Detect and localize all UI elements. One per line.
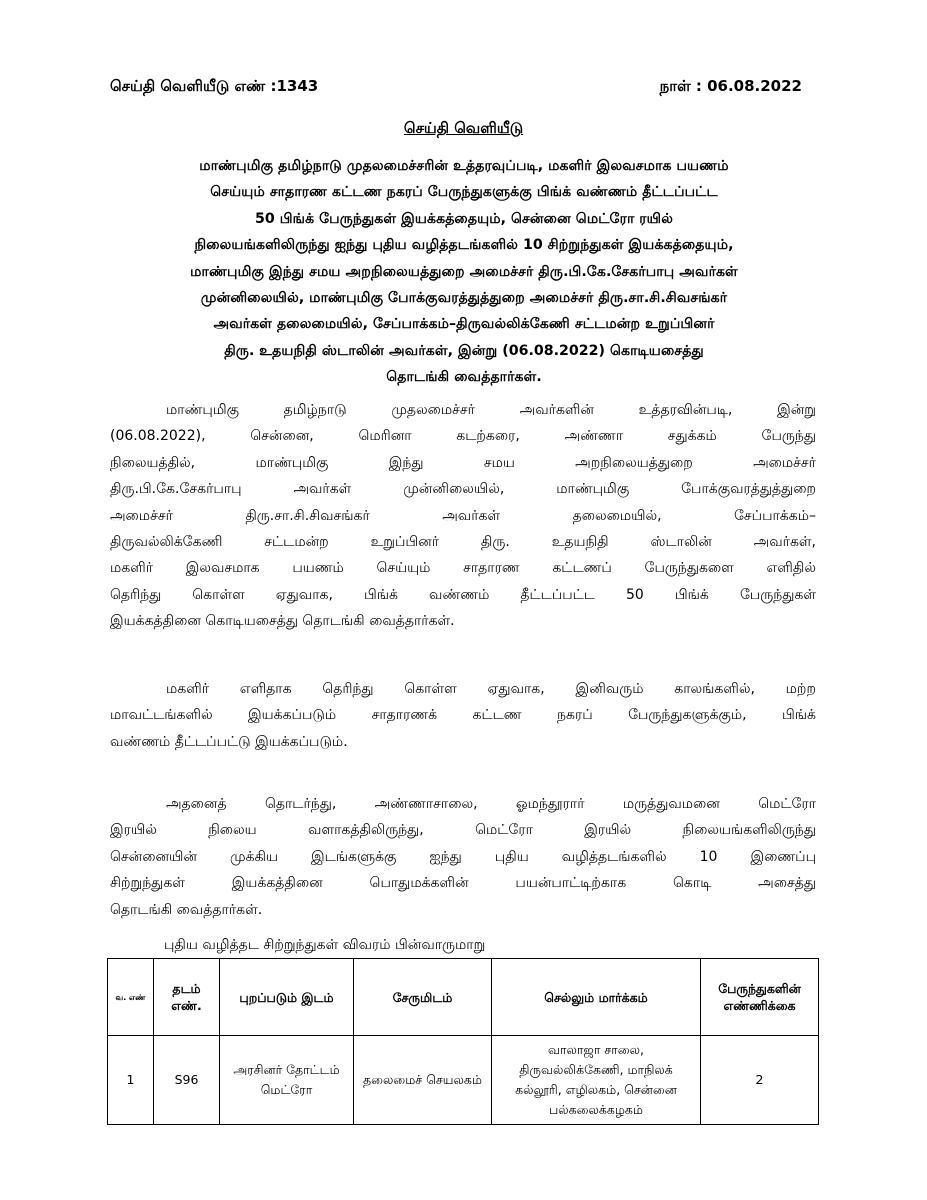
headline-line: மாண்புமிகு தமிழ்நாடு முதலமைச்சரின் உத்தரவுப்படி, மகளிர் இலவசமாக பயணம் xyxy=(199,158,729,174)
paragraph-inauguration xyxy=(110,397,816,635)
headline xyxy=(100,153,828,391)
paragraph-metro-feeder xyxy=(110,791,816,923)
col-header-via: செல்லும் மார்க்கம் xyxy=(492,959,701,1036)
paragraph-other-districts xyxy=(110,676,816,755)
routes-table xyxy=(107,958,819,1125)
table-row xyxy=(108,1036,819,1125)
headline-line: 50 பிங்க் பேருந்துகள் இயக்கத்தையும், சென்னை மெட்ரோ ரயில் xyxy=(255,210,673,227)
paragraph-line: நிலையத்தில், மாண்புமிகு இந்து சமய அறநிலையத்துறை அமைச்சர் xyxy=(110,454,816,471)
paragraph-line: அமைச்சர் திரு.சா.சி.சிவசங்கர் அவர்கள் தலைமையில், சேப்பாக்கம்– xyxy=(110,507,816,524)
col-header-sno: வ. எண் xyxy=(108,959,154,1036)
cell-route-no: S96 xyxy=(154,1036,220,1125)
paragraph-line: மகளிர் இலவசமாக பயணம் செய்யும் சாதாரண கட்டணப் பேருந்துகளை எளிதில் xyxy=(110,560,816,577)
paragraph-line: சிற்றுந்துகள் இயக்கத்தினை பொதுமக்களின் பயன்பாட்டிற்காக கொடி அசைத்து xyxy=(110,875,816,892)
cell-sno: 1 xyxy=(108,1036,154,1125)
paragraph-line: அதனைத் தொடர்ந்து, அண்ணாசாலை, ஓமந்தூரார் மருத்துவமனை மெட்ரோ xyxy=(166,796,816,812)
col-header-origin: புறப்படும் இடம் xyxy=(220,959,354,1036)
headline-line: முன்னிலையில், மாண்புமிகு போக்குவரத்துத்துறை அமைச்சர் திரு.சா.சி.சிவசங்கர் xyxy=(200,290,728,307)
headline-line: அவர்கள் தலைமையில், சேப்பாக்கம்–திருவல்லிக்கேணி சட்டமன்ற உறுப்பினர் xyxy=(213,316,715,333)
col-header-buses: பேருந்துகளின் எண்ணிக்கை xyxy=(701,959,819,1036)
paragraph-line: திருவல்லிக்கேணி சட்டமன்ற உறுப்பினர் திரு. உதயநிதி ஸ்டாலின் அவர்கள், xyxy=(110,534,816,551)
col-header-destination: சேருமிடம் xyxy=(354,959,492,1036)
paragraph-line: வண்ணம் தீட்டப்பட்டு இயக்கப்படும். xyxy=(110,733,348,750)
paragraph-line: தெரிந்து கொள்ள ஏதுவாக, பிங்க் வண்ணம் தீட்டப்பட்ட 50 பிங்க் பேருந்துகள் xyxy=(110,586,816,603)
paragraph-line: (06.08.2022), சென்னை, மெரினா கடற்கரை, அண்ணா சதுக்கம் பேருந்து xyxy=(110,428,816,445)
cell-destination: தலைமைச் செயலகம் xyxy=(354,1036,492,1125)
paragraph-line: சென்னையின் முக்கிய இடங்களுக்கு ஐந்து புதிய வழித்தடங்களில் 10 இணைப்பு xyxy=(110,848,816,865)
release-date: நாள் : 06.08.2022 xyxy=(659,77,802,95)
paragraph-line: தொடங்கி வைத்தார்கள். xyxy=(110,901,263,918)
col-header-route-no: தடம் எண். xyxy=(154,959,220,1036)
headline-line: செய்யும் சாதாரண கட்டண நகரப் பேருந்துகளுக்கு பிங்க் வண்ணம் தீட்டப்பட்ட xyxy=(210,184,718,201)
paragraph-line: இயக்கத்தினை கொடியசைத்து தொடங்கி வைத்தார்கள். xyxy=(110,613,455,630)
headline-line: நிலையங்களிலிருந்து ஐந்து புதிய வழித்தடங்களில் 10 சிற்றுந்துகள் இயக்கத்தையும், xyxy=(194,237,734,254)
table-header-row xyxy=(108,959,819,1036)
cell-via: வாலாஜா சாலை, திருவல்லிக்கேணி, மாநிலக் கல்லூரி, எழிலகம், சென்னை பல்கலைக்கழகம் xyxy=(492,1036,701,1125)
paragraph-line: மாண்புமிகு தமிழ்நாடு முதலமைச்சர் அவர்களின் உத்தரவின்படி, இன்று xyxy=(166,402,816,418)
paragraph-line: மாவட்டங்களில் இயக்கப்படும் சாதாரணக் கட்டண நகரப் பேருந்துகளுக்கும், பிங்க் xyxy=(110,707,816,724)
headline-line: தொடங்கி வைத்தார்கள். xyxy=(386,369,542,386)
table-caption: புதிய வழித்தட சிற்றுந்துகள் விவரம் பின்வாருமாறு xyxy=(164,937,486,953)
headline-line: மாண்புமிகு இந்து சமய அறநிலையத்துறை அமைச்சர் திரு.பி.கே.சேகர்பாபு அவர்கள் xyxy=(190,263,738,280)
release-number: செய்தி வெளியீடு எண் :1343 xyxy=(110,77,319,95)
paragraph-line: இரயில் நிலைய வளாகத்திலிருந்து, மெட்ரோ இரயில் நிலையங்களிலிருந்து xyxy=(110,822,816,839)
paragraph-line: மகளிர் எளிதாக தெரிந்து கொள்ள ஏதுவாக, இனிவரும் காலங்களில், மற்ற xyxy=(166,681,816,697)
cell-buses: 2 xyxy=(701,1036,819,1125)
document-title: செய்தி வெளியீடு xyxy=(403,119,524,137)
headline-line: திரு. உதயநிதி ஸ்டாலின் அவர்கள், இன்று (06.08.2022) கொடியசைத்து xyxy=(224,342,704,359)
paragraph-line: திரு.பி.கே.சேகர்பாபு அவர்கள் முன்னிலையில், மாண்புமிகு போக்குவரத்துத்துறை xyxy=(110,481,816,498)
cell-origin: அரசினர் தோட்டம் மெட்ரோ xyxy=(220,1036,354,1125)
